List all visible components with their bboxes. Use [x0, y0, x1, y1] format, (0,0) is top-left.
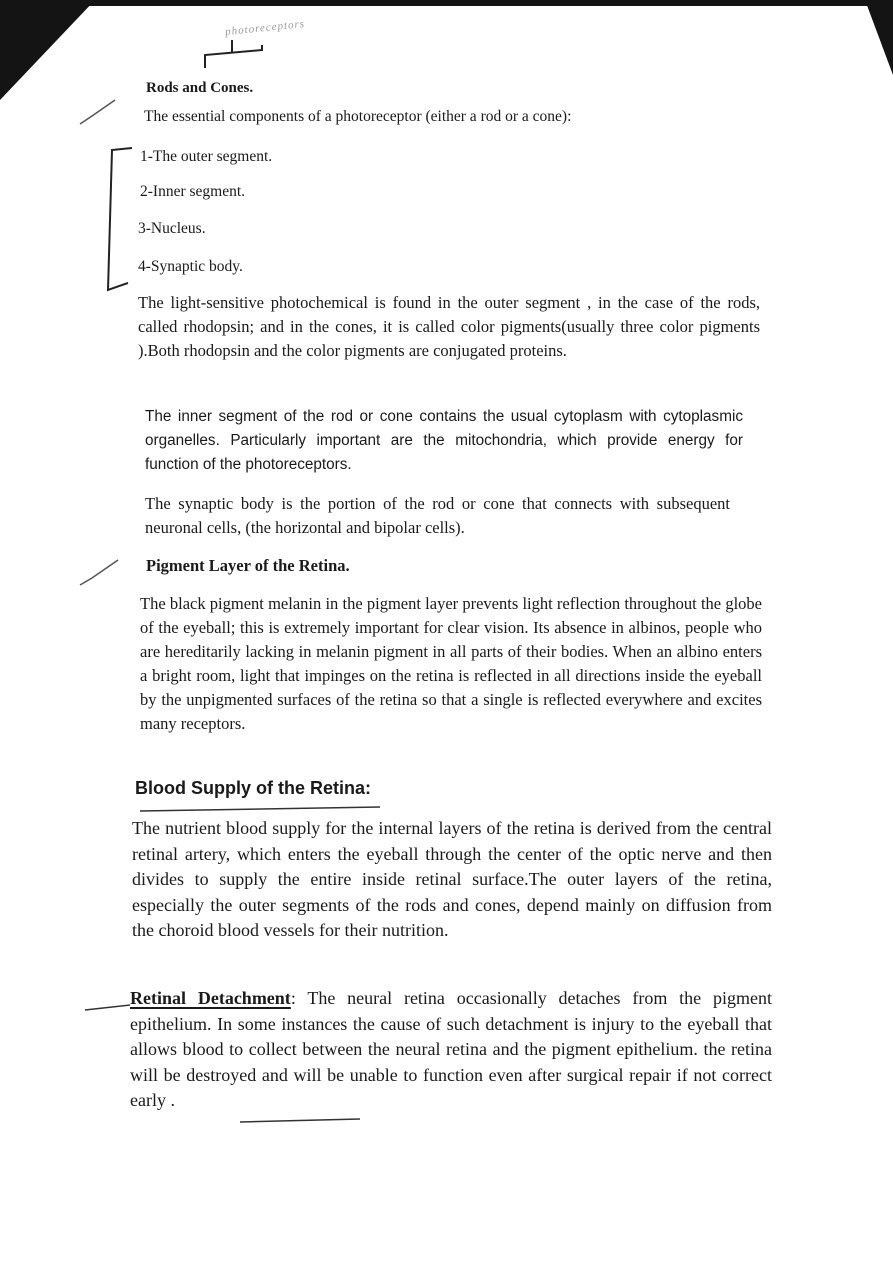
paragraph-pigment-layer: The black pigment melanin in the pigment layer prevents light reflection throughout the globe of the eyeball; this is extremely important for clear vision. Its absence in albinos, people who are hereditarily lacking in melanin pigment in all parts of their bodies. When an albino enters a bright room, light that impinges on the retina is reflected in all directions inside the eyeball by the unpigmented surfaces of the retina so that a single is reflected everywhere and excites many receptors.: [140, 594, 762, 733]
list-item: 2-Inner segment.: [140, 183, 246, 200]
paragraph-photochemical: The light-sensitive photochemical is found in the outer segment , in the case of the rods, called rhodopsin; and in the cones, it is called color pigments(usually three color pigments ).Both rhodopsin and the color pigments are conjugated proteins.: [138, 293, 760, 360]
list-item: 3-Nucleus.: [138, 220, 206, 237]
heading-blood-supply: Blood Supply of the Retina:: [135, 778, 371, 798]
heading-retinal-detachment: Retinal Detachment: [130, 988, 291, 1008]
retinal-detachment-text: : The neural retina occasionally detaches from the pigment epithelium. In some instances the cause of such detachment is injury to the eyeball that allows blood to collect between the neural retina and the pigment epithelium. the retina will be destroyed and will be unable to function even after surgical repair if not correct early .: [130, 988, 773, 1111]
paragraph-synaptic-body: The synaptic body is the portion of the rod or cone that connects with subsequent neuronal cells, (the horizontal and bipolar cells).: [145, 494, 730, 537]
paragraph-inner-segment: The inner segment of the rod or cone contains the usual cytoplasm with cytoplasmic organelles. Particularly important are the mitochondria, which provide energy for function of the photoreceptors.: [145, 408, 743, 473]
annotation-faint: photoreceptors: [224, 17, 306, 39]
heading-rods-cones: Rods and Cones.: [146, 80, 254, 96]
list-item: 1-The outer segment.: [140, 148, 273, 165]
paragraph-retinal-detachment: [130, 986, 772, 1114]
heading-pigment-layer: Pigment Layer of the Retina.: [146, 556, 350, 575]
rods-intro: The essential components of a photoreceptor (either a rod or a cone):: [144, 108, 572, 125]
list-item: 4-Synaptic body.: [138, 258, 243, 275]
paragraph-blood-supply: The nutrient blood supply for the internal layers of the retina is derived from the central retinal artery, which enters the eyeball through the center of the optic nerve and then divides to supply the entire inside retinal surface.The outer layers of the retina, especially the outer segments of the rods and cones, depend mainly on diffusion from the choroid blood vessels for their nutrition.: [132, 818, 772, 941]
